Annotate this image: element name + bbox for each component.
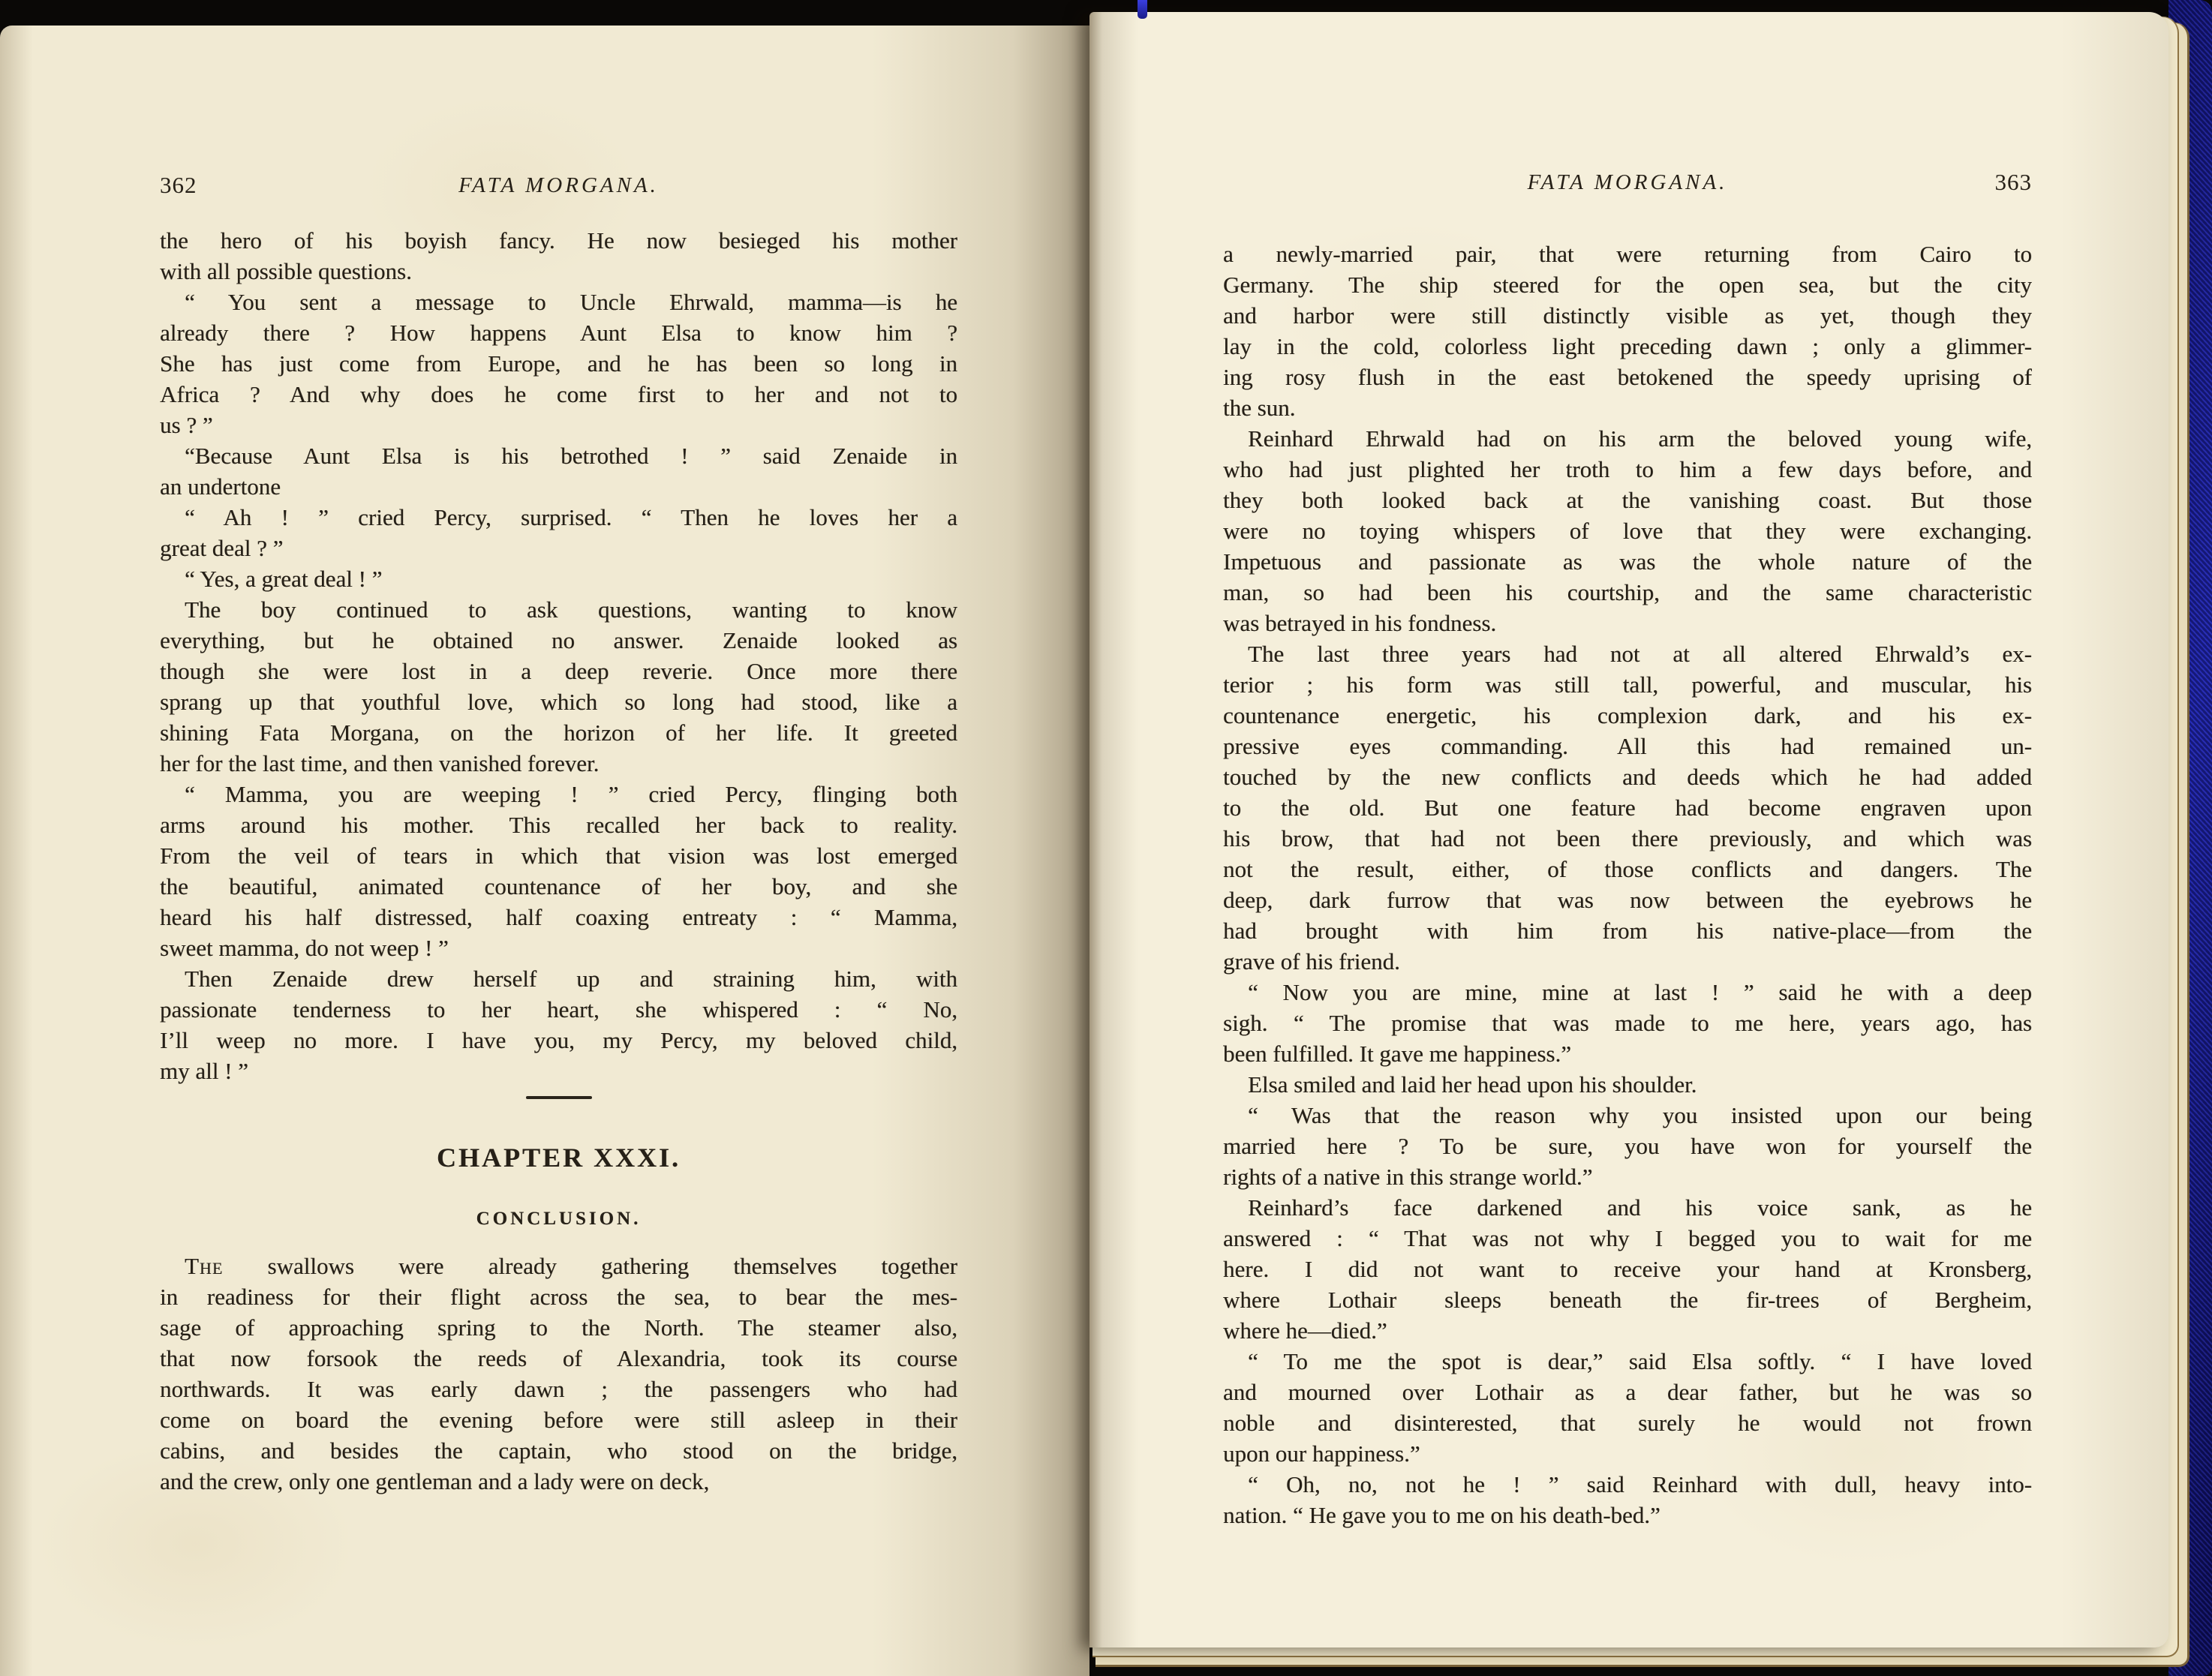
text-line: “Because Aunt Elsa is his betrothed ! ” said Zenaide in [185, 443, 957, 469]
text-line: The boy continued to ask questions, wanting to know [185, 596, 957, 623]
text-line: Reinhard Ehrwald had on his arm the beloved young wife, [1248, 425, 2032, 452]
text-line: had brought with him from his native-place—from the [1223, 918, 2032, 944]
text-line: sigh. “ The promise that was made to me here, years ago, has [1223, 1010, 2032, 1036]
text-line: Elsa smiled and laid her head upon his shoulder. [1248, 1071, 1697, 1098]
text-line: She has just come from Europe, and he has been so long in [160, 350, 957, 377]
text-line: the beautiful, animated countenance of her boy, and she [160, 873, 957, 900]
text-line: grave of his friend. [1223, 948, 1400, 975]
text-block-after-chapter [160, 1251, 957, 1497]
text-line: Reinhard’s face darkened and his voice sank, as he [1248, 1194, 2032, 1221]
text-line: sprang up that youthful love, which so long had stood, like a [160, 689, 957, 715]
text-line: a newly-married pair, that were returning from Cairo to [1223, 241, 2032, 267]
text-line: sage of approaching spring to the North. The steamer also, [160, 1314, 957, 1341]
text-line: “ To me the spot is dear,” said Elsa softly. “ I have loved [1248, 1348, 2032, 1374]
page-number-right: 363 [1994, 169, 2032, 195]
text-line: passionate tenderness to her heart, she whispered : “ No, [160, 996, 957, 1023]
text-line: heard his half distressed, half coaxing entreaty : “ Mamma, [160, 904, 957, 930]
text-line: already there ? How happens Aunt Elsa to know him ? [160, 320, 957, 346]
text-line: terior ; his form was still tall, powerful, and muscular, his [1223, 671, 2032, 698]
left-page-header [160, 170, 957, 204]
text-line: From the veil of tears in which that vision was lost emerged [160, 843, 957, 869]
page-number-left: 362 [160, 172, 197, 198]
left-page [0, 26, 1089, 1676]
text-line: who had just plighted her troth to him a few days before, and [1223, 456, 2032, 482]
text-line: The swallows were already gathering themselves together [185, 1253, 957, 1279]
text-line: man, so had been his courtship, and the same characteristic [1223, 579, 2032, 605]
text-line: northwards. It was early dawn ; the passengers who had [160, 1376, 957, 1402]
text-line: lay in the cold, colorless light preceding dawn ; only a glimmer- [1223, 333, 2032, 359]
right-page-header [1223, 167, 2032, 201]
text-line: and harbor were still distinctly visible as yet, though they [1223, 302, 2032, 329]
bookmark-thread [1138, 0, 1147, 19]
text-line: nation. “ He gave you to me on his death-bed.” [1223, 1502, 1661, 1528]
text-line: noble and disinterested, that surely he would not frown [1223, 1410, 2032, 1436]
text-line: The last three years had not at all altered Ehrwald’s ex- [1248, 641, 2032, 667]
text-line: his brow, that had not been there previously, and which was [1223, 825, 2032, 852]
text-line: “ Mamma, you are weeping ! ” cried Percy, flinging both [185, 781, 957, 807]
text-line: and mourned over Lothair as a dear father, but he was so [1223, 1379, 2032, 1405]
text-line: pressive eyes commanding. All this had remained un- [1223, 733, 2032, 759]
text-line: come on board the evening before were still asleep in their [160, 1407, 957, 1433]
text-line: Germany. The ship steered for the open sea, but the city [1223, 272, 2032, 298]
text-line: married here ? To be sure, you have won for yourself the [1223, 1133, 2032, 1159]
running-title-right: FATA MORGANA. [1527, 170, 1728, 194]
text-line: “ You sent a message to Uncle Ehrwald, mamma—is he [185, 289, 957, 315]
text-line: “ Yes, a great deal ! ” [185, 566, 383, 592]
text-line: to the old. But one feature had become engraven upon [1223, 794, 2032, 821]
chapter-section [160, 1096, 957, 1231]
chapter-subheading: CONCLUSION. [476, 1209, 642, 1229]
section-rule [526, 1096, 592, 1099]
running-title-left: FATA MORGANA. [458, 173, 659, 197]
text-line: ing rosy flush in the east betokened the speedy uprising of [1223, 364, 2032, 390]
text-line: “ Was that the reason why you insisted upon our being [1248, 1102, 2032, 1128]
text-line: countenance energetic, his complexion dark, and his ex- [1223, 702, 2032, 728]
text-line: in readiness for their flight across the sea, to bear the mes- [160, 1284, 957, 1310]
text-line: great deal ? ” [160, 535, 284, 561]
text-line: the hero of his boyish fancy. He now besieged his mother [160, 227, 957, 254]
text-line: upon our happiness.” [1223, 1440, 1420, 1467]
text-line: that now forsook the reeds of Alexandria, took its course [160, 1345, 957, 1371]
text-line: “ Oh, no, not he ! ” said Reinhard with dull, heavy into- [1248, 1471, 2032, 1497]
text-line: an undertone [160, 473, 281, 500]
text-line: not the result, either, of those conflicts and dangers. The [1223, 856, 2032, 882]
text-line: my all ! ” [160, 1058, 248, 1084]
right-page [1089, 12, 2168, 1647]
text-line: her for the last time, and then vanished forever. [160, 750, 600, 776]
text-line: and the crew, only one gentleman and a lady were on deck, [160, 1468, 710, 1494]
text-line: the sun. [1223, 395, 1296, 421]
text-line: with all possible questions. [160, 258, 412, 284]
text-line: everything, but he obtained no answer. Zenaide looked as [160, 627, 957, 653]
text-line: cabins, and besides the captain, who stood on the bridge, [160, 1437, 957, 1464]
text-line: I’ll weep no more. I have you, my Percy, my beloved child, [160, 1027, 957, 1053]
text-line: Then Zenaide drew herself up and straining him, with [185, 966, 957, 992]
text-line: sweet mamma, do not weep ! ” [160, 935, 449, 961]
text-line: Impetuous and passionate as was the whole nature of the [1223, 548, 2032, 575]
text-line: “ Ah ! ” cried Percy, surprised. “ Then he loves her a [185, 504, 957, 530]
text-line: was betrayed in his fondness. [1223, 610, 1497, 636]
text-line: here. I did not want to receive your hand at Kronsberg, [1223, 1256, 2032, 1282]
text-line: deep, dark furrow that was now between the eyebrows he [1223, 887, 2032, 913]
text-line: rights of a native in this strange world.” [1223, 1164, 1593, 1190]
text-line: were no toying whispers of love that they were exchanging. [1223, 518, 2032, 544]
text-line: answered : “ That was not why I begged you to wait for me [1223, 1225, 2032, 1251]
text-line: touched by the new conflicts and deeds which he had added [1223, 764, 2032, 790]
text-line: us ? ” [160, 412, 213, 438]
text-line: Africa ? And why does he come first to her and not to [160, 381, 957, 407]
text-line: shining Fata Morgana, on the horizon of her life. It greeted [160, 719, 957, 746]
left-page-text-column [160, 225, 957, 1497]
small-caps-lead-word: The [185, 1253, 224, 1279]
text-line: “ Now you are mine, mine at last ! ” said he with a deep [1248, 979, 2032, 1005]
chapter-heading: CHAPTER XXXI. [436, 1143, 681, 1173]
text-block-before-chapter [160, 225, 957, 1086]
right-page-text-column [1223, 239, 2032, 1530]
text-line: arms around his mother. This recalled her back to reality. [160, 812, 957, 838]
text-line: where Lothair sleeps beneath the fir-trees of Bergheim, [1223, 1287, 2032, 1313]
text-line: been fulfilled. It gave me happiness.” [1223, 1041, 1571, 1067]
text-block-right [1223, 239, 2032, 1530]
text-line: where he—died.” [1223, 1317, 1387, 1344]
text-line: though she were lost in a deep reverie. Once more there [160, 658, 957, 684]
text-line: they both looked back at the vanishing coast. But those [1223, 487, 2032, 513]
